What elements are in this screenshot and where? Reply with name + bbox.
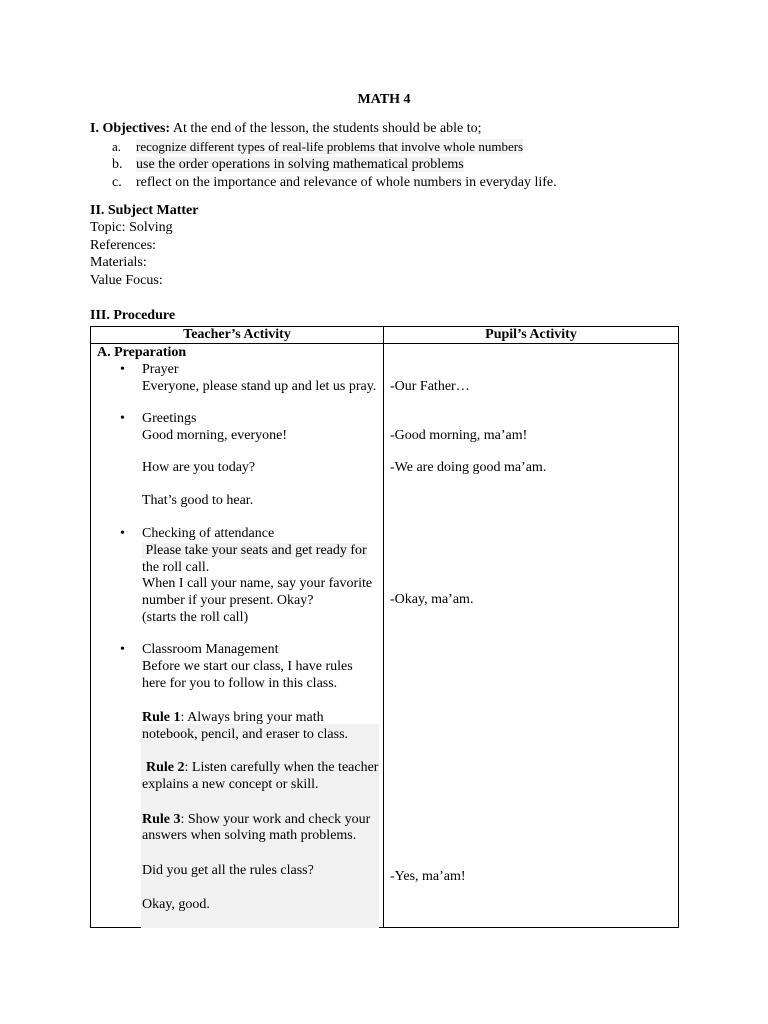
greetings-label: Greetings — [142, 411, 197, 426]
management-text-2: here for you to follow in this class. — [142, 676, 338, 691]
page-title: MATH 4 — [357, 92, 411, 107]
rule-1-line-2: notebook, pencil, and eraser to class. — [142, 727, 349, 742]
pupil-greeting-response: -Good morning, ma’am! — [390, 428, 528, 443]
pupil-activity-cell — [384, 344, 679, 928]
bullet-icon: • — [120, 526, 125, 541]
rule-3-text: : Show your work and check your — [180, 812, 371, 827]
bullet-icon: • — [120, 362, 125, 377]
teacher-activity-cell — [91, 344, 384, 928]
bullet-icon: • — [120, 642, 125, 657]
rule-2 — [146, 760, 378, 776]
rule-2-label: Rule 2 — [146, 760, 185, 775]
rule-2-line-2: explains a new concept or skill. — [142, 777, 319, 792]
pupil-rules-response: -Yes, ma’am! — [390, 869, 466, 884]
objectives-line — [90, 121, 482, 137]
section-a-heading: A. Preparation — [97, 345, 187, 360]
rule-3-line-2: answers when solving math problems. — [142, 828, 357, 843]
attendance-text-2: the roll call. — [142, 560, 210, 575]
subject-matter-heading: II. Subject Matter — [90, 203, 199, 218]
table-row — [91, 344, 679, 928]
objective-marker: c. — [112, 175, 122, 190]
attendance-text-4: number if your present. Okay? — [142, 593, 314, 608]
rules-closing: Okay, good. — [142, 897, 210, 912]
attendance-text-5: (starts the roll call) — [142, 610, 249, 625]
rules-question: Did you get all the rules class? — [142, 863, 314, 878]
rule-3-label: Rule 3 — [142, 812, 181, 827]
greetings-text-3: That’s good to hear. — [142, 493, 254, 508]
prayer-text: Everyone, please stand up and let us pray. — [142, 379, 377, 394]
pupil-attendance-response: -Okay, ma’am. — [390, 592, 474, 607]
objective-text: recognize different types of real-life problems that involve whole numbers — [136, 139, 524, 154]
objective-text: use the order operations in solving mathematical problems — [136, 157, 464, 172]
objective-item-b — [112, 157, 464, 173]
rule-3 — [142, 812, 370, 828]
teacher-activity-header: Teacher’s Activity — [91, 327, 384, 344]
objectives-heading: I. Objectives: — [90, 121, 171, 136]
pupil-activity-header: Pupil’s Activity — [384, 327, 679, 344]
management-label: Classroom Management — [142, 642, 279, 657]
procedure-table — [90, 326, 679, 928]
bullet-icon: • — [120, 411, 125, 426]
objective-text: reflect on the importance and relevance of whole numbers in everyday life. — [136, 175, 557, 190]
objective-item-c — [112, 175, 557, 191]
table-header-row — [91, 327, 679, 344]
objective-marker: a. — [112, 139, 122, 154]
rule-1-label: Rule 1 — [142, 710, 181, 725]
prayer-label: Prayer — [142, 362, 179, 377]
rule-1-text: : Always bring your math — [180, 710, 324, 725]
greetings-text-2: How are you today? — [142, 460, 256, 475]
objective-marker: b. — [112, 157, 123, 172]
management-text-1: Before we start our class, I have rules — [142, 659, 353, 674]
rule-1 — [142, 710, 324, 726]
materials-line: Materials: — [90, 255, 147, 270]
value-focus-line: Value Focus: — [90, 273, 163, 288]
references-line: References: — [90, 238, 157, 253]
greetings-text-1: Good morning, everyone! — [142, 428, 288, 443]
objectives-intro: At the end of the lesson, the students should be able to; — [172, 121, 482, 136]
procedure-heading: III. Procedure — [90, 308, 176, 323]
topic-line: Topic: Solving — [90, 220, 173, 235]
pupil-prayer-response: -Our Father… — [390, 379, 470, 394]
attendance-text-1: Please take your seats and get ready for — [142, 543, 367, 558]
pupil-how-response: -We are doing good ma’am. — [390, 460, 547, 475]
objective-item-a — [112, 139, 523, 155]
rule-2-text: : Listen carefully when the teacher — [184, 760, 379, 775]
attendance-label: Checking of attendance — [142, 526, 275, 541]
attendance-text-3: When I call your name, say your favorite — [142, 576, 373, 591]
